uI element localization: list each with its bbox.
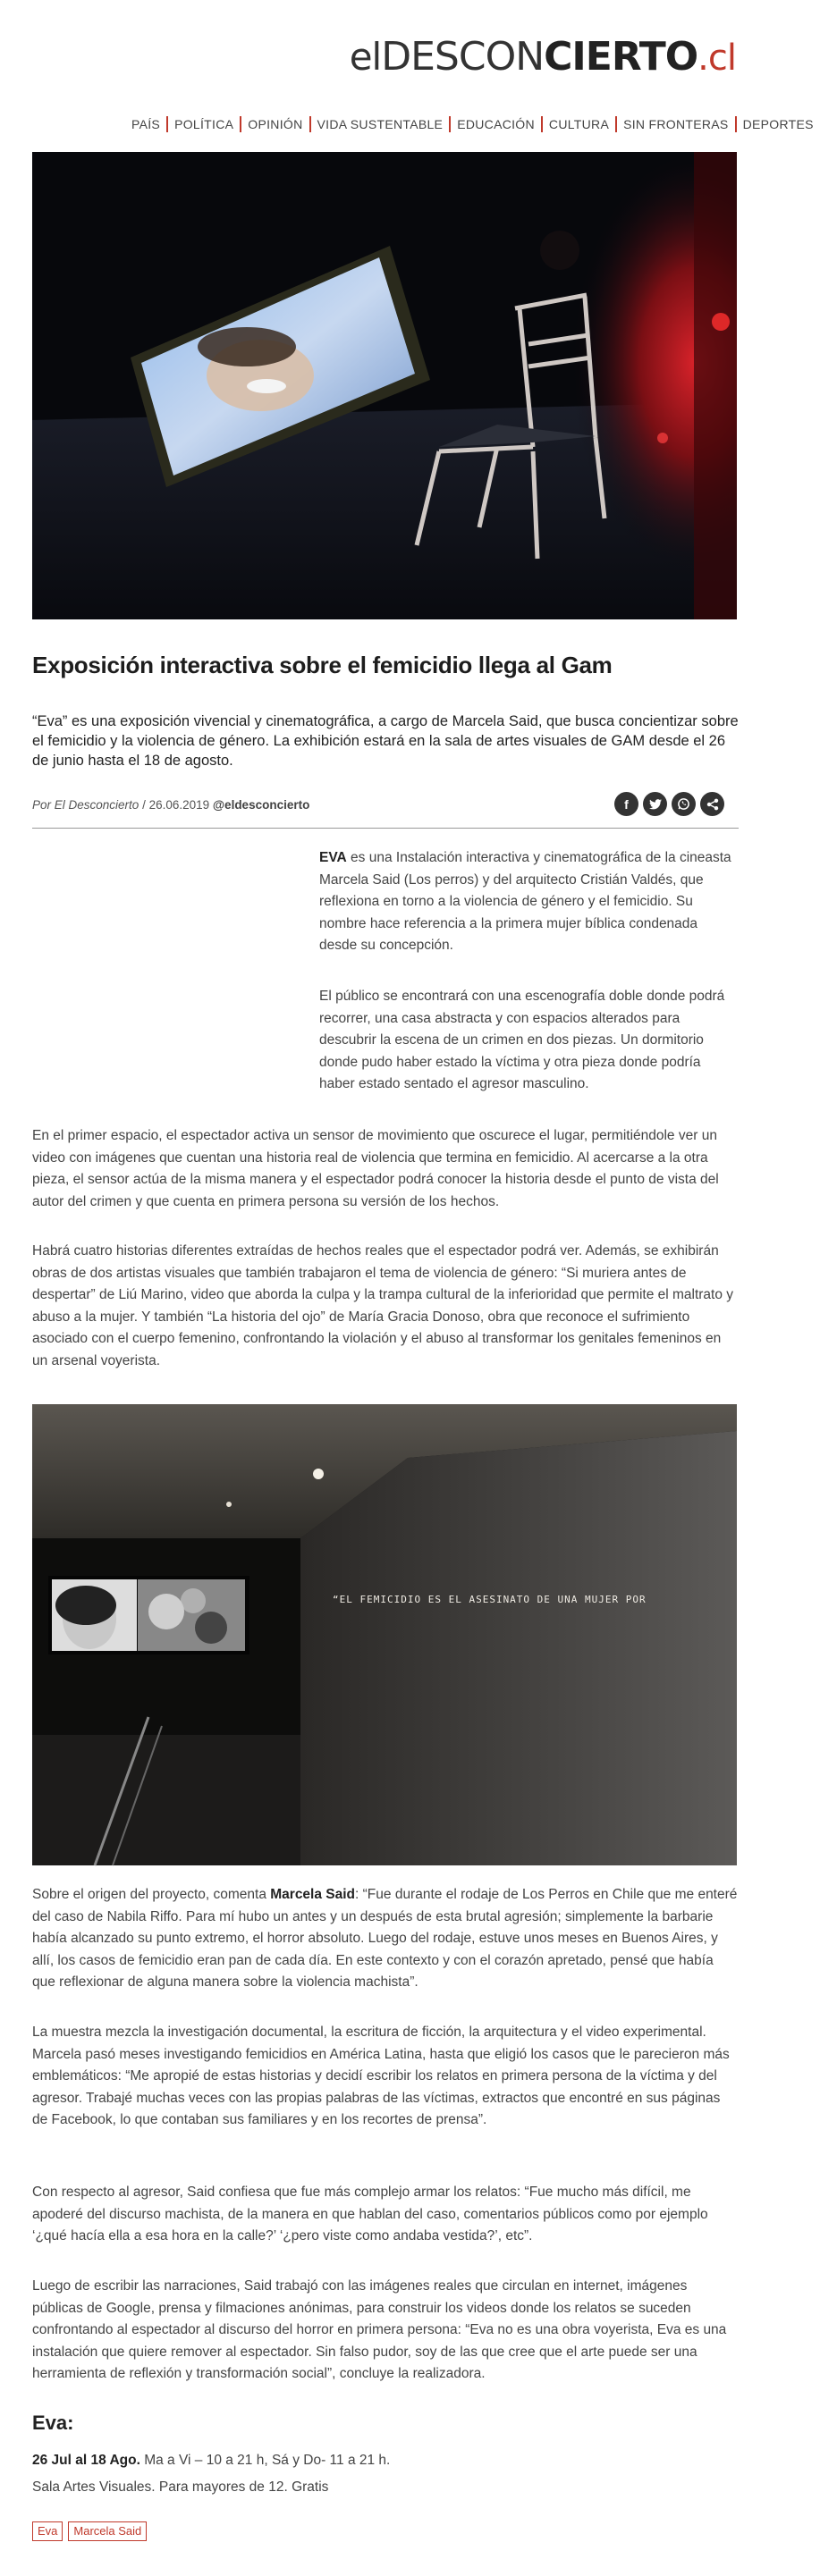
logo-el: el	[349, 35, 382, 79]
share-buttons	[614, 792, 724, 816]
paragraph-5-text: : “Fue durante el rodaje de Los Perros en Chile que me enteré del caso de Nabila Riffo. Para mí hubo un antes y un después de esta brutal agresión; simplemente la barbarie había alcanzado su punto extremo, el horror absoluto. Luego del rodaje, estuve unos meses en Buenos Aires, y allí, los casos de femicidio eran pan de cada día. En este contexto y con el corazón apretado, pensé que había que reflexionar de alguna manera sobre la violencia machista”.	[32, 1887, 738, 1990]
byline-date: / 26.06.2019	[139, 798, 213, 812]
share-icon[interactable]	[700, 792, 724, 816]
gallery-photo	[32, 1404, 737, 1865]
nav-item-educacion[interactable]: EDUCACIÓN	[451, 116, 543, 132]
logo-descon: DESCON	[381, 34, 545, 80]
byline-author[interactable]: Por El Desconcierto	[32, 798, 139, 812]
logo-cl: .cl	[697, 38, 736, 79]
nav-item-vida-sustentable[interactable]: VIDA SUSTENTABLE	[311, 116, 452, 132]
paragraph-6: La muestra mezcla la investigación documental, la escritura de ficción, la arquitectura y el video experimental. Marcela pasó meses investigando femicidios en América Latina, hasta que eligió los casos que le parecieron más emblemáticos: “Me apropié de estas historias y decidí escribir los relatos en primera persona de la víctima y del agresor. Trabajé muchas veces con las propias palabras de las víctimas, extractos que encontré en sus páginas de Facebook, lo que contaban sus familiares y en los recortes de prensa”.	[32, 2025, 730, 2127]
event-heading: Eva:	[32, 2412, 74, 2434]
tag-list	[32, 2521, 147, 2541]
byline	[32, 798, 309, 812]
site-logo[interactable]	[350, 34, 736, 80]
event-place: Sala Artes Visuales. Para mayores de 12. Gratis	[32, 2479, 329, 2495]
nav-item-deportes[interactable]: DEPORTES	[742, 117, 814, 131]
event-dates	[32, 2453, 390, 2469]
nav-item-cultura[interactable]: CULTURA	[543, 116, 617, 132]
article-lead: “Eva” es una exposición vivencial y cinematográfica, a cargo de Marcela Said, que busca concientizar sobre el femicidio y la violencia de género. La exhibición estará en la sala de artes visuales de GAM desde el 26 de junio hasta el 18 de agosto.	[32, 713, 739, 769]
article-title: Exposición interactiva sobre el femicidio llega al Gam	[32, 652, 613, 678]
paragraph-3: En el primer espacio, el espectador activa un sensor de movimiento que oscurece el lugar, permitiéndole ver un video con imágenes que cuentan una historia real de violencia que termina en femicidio. Al acercarse a la otra pieza, el sensor actúa de la misma manera y el espectador podrá conocer la historia desde el punto de vista del autor del crimen y que cuenta en primera persona su versión de los hechos.	[32, 1128, 719, 1209]
paragraph-1-text: es una Instalación interactiva y cinematográfica de la cineasta Marcela Said (Los perros) y del arquitecto Cristián Valdés, que reflexiona en torno a la violencia de género y el femicidio. Su nombre hace referencia a la primera mujer bíblica condenada desde su concepción.	[319, 850, 731, 953]
nav-item-pais[interactable]: PAÍS	[125, 116, 168, 132]
nav-item-politica[interactable]: POLÍTICA	[168, 116, 241, 132]
main-nav	[0, 116, 814, 136]
tag-eva[interactable]: Eva	[32, 2521, 63, 2541]
nav-item-opinion[interactable]: OPINIÓN	[241, 116, 310, 132]
byline-handle[interactable]: @eldesconcierto	[212, 798, 310, 812]
whatsapp-icon[interactable]	[672, 792, 696, 816]
paragraph-4: Habrá cuatro historias diferentes extraídas de hechos reales que el espectador podrá ver. Además, se exhibirán obras de dos artistas visuales que también trabajaron el tema de violencia de género: “Si muriera antes de despertar” de Liú Marino, video que aborda la culpa y la trampa cultural de la inferioridad que permite el maltrato y abuso a la mujer. Y también “La historia del ojo” de María Gracia Donoso, obra que reconoce el sufrimiento asociado con el cuerpo femenino, confrontando la violación y el abuso al transformar los genitales femeninos en un arsenal voyerista.	[32, 1243, 734, 1368]
byline-divider	[32, 828, 739, 829]
event-date-range: 26 Jul al 18 Ago.	[32, 2453, 140, 2468]
paragraph-8: Luego de escribir las narraciones, Said trabajó con las imágenes reales que circulan en internet, imágenes públicas de Google, prensa y filmaciones anónimas, para construir los videos donde los relatos se suceden confrontando al espectador al discurso del horror en primera persona: “Eva no es una obra voyerista, Eva es una instalación que quiere remover al espectador. Sin falso pudor, soy de las que cree que el arte puede ser una herramienta de reflexión y transformación social”, concluye la realizadora.	[32, 2278, 727, 2381]
hero-photo	[32, 152, 737, 619]
paragraph-7: Con respecto al agresor, Said confiesa que fue más complejo armar los relatos: “Fue mucho más difícil, me apoderé del discurso machista, de la manera en que hablan del caso, comentarios públicos como por ejemplo ‘¿qué hacía ella a esa hora en la calle?’ ‘¿pero viste como andaba vestida?’, etc”.	[32, 2185, 708, 2243]
logo-cierto: CIERTO	[544, 34, 698, 80]
tag-marcela-said[interactable]: Marcela Said	[68, 2521, 147, 2541]
wall-text: “EL FEMICIDIO ES EL ASESINATO DE UNA MUJER POR	[333, 1594, 647, 1605]
twitter-icon[interactable]	[643, 792, 667, 816]
marcela-said-bold: Marcela Said	[270, 1887, 356, 1902]
event-hours: Ma a Vi – 10 a 21 h, Sá y Do- 11 a 21 h.	[139, 2453, 391, 2468]
facebook-icon[interactable]: f	[614, 792, 638, 816]
paragraph-5	[32, 1884, 739, 1994]
paragraph-5-intro: Sobre el origen del proyecto, comenta	[32, 1887, 271, 1902]
eva-bold: EVA	[319, 850, 347, 865]
nav-item-sin-fronteras[interactable]: SIN FRONTERAS	[617, 116, 736, 132]
paragraph-2: El público se encontrará con una escenografía doble donde podrá recorrer, una casa abstracta y con espacios alterados para descubrir la escena de un crimen en dos piezas. Un dormitorio donde pudo haber estado la víctima y otra pieza donde podría haber estado sentado el agresor masculino.	[319, 989, 725, 1091]
paragraph-1	[319, 847, 733, 957]
